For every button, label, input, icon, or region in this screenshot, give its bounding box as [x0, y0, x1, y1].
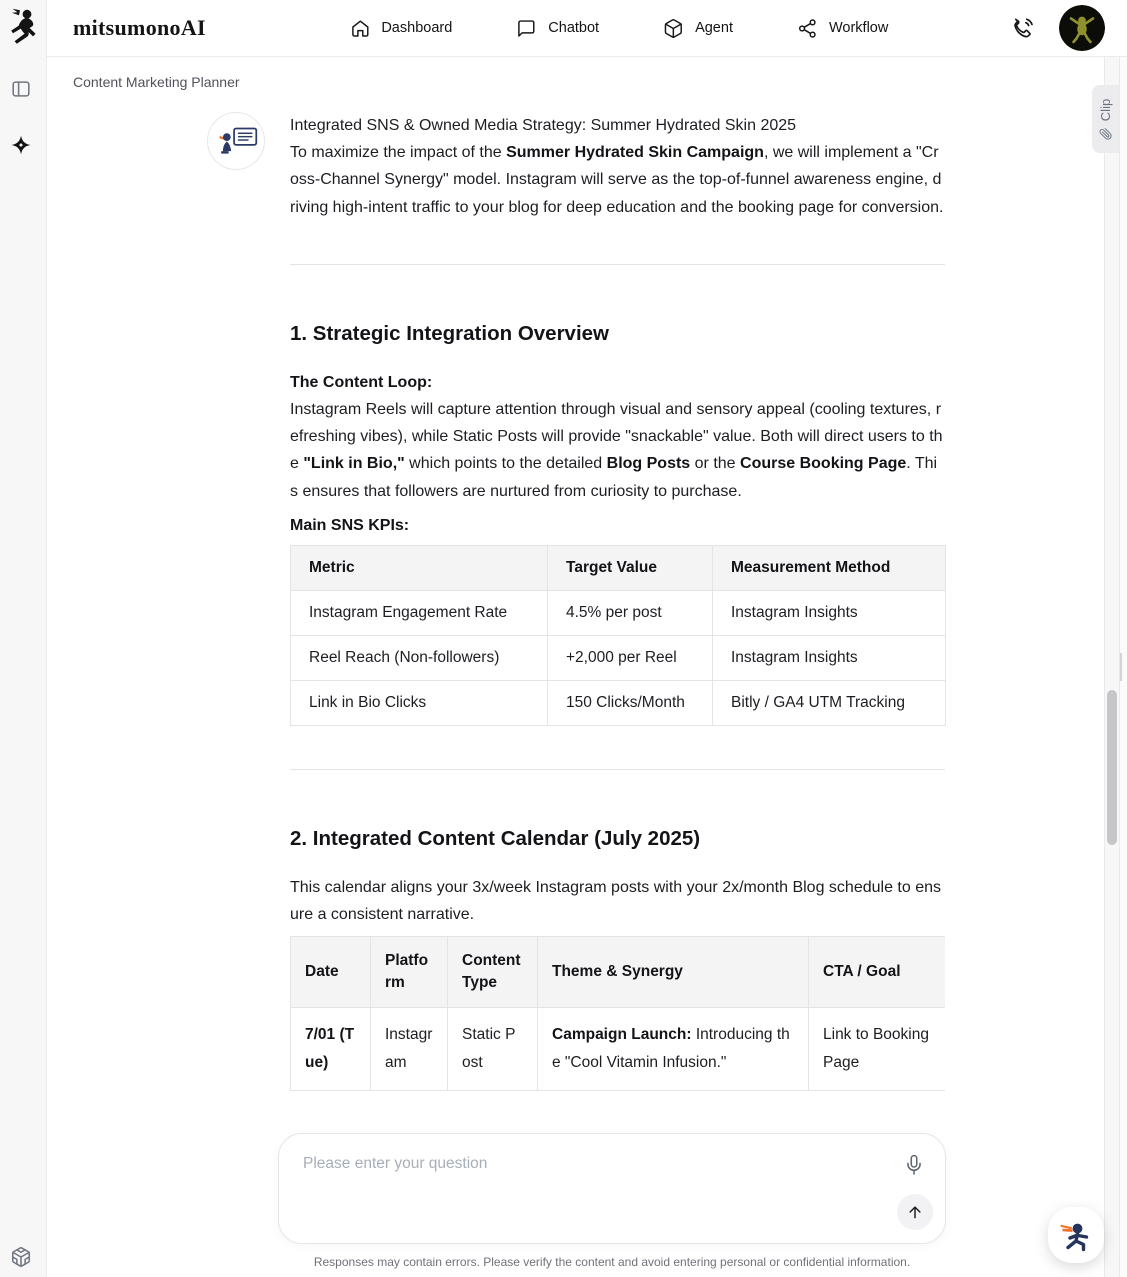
chat-input-container — [278, 1133, 946, 1244]
nav-item-dashboard[interactable]: Dashboard — [349, 18, 452, 39]
calendar-intro: This calendar aligns your 3x/week Instagram posts with your 2x/month Blog schedule to ensure a consistent narrative. — [290, 879, 941, 924]
sidebar-toggle-icon[interactable] — [10, 78, 32, 100]
chat-input[interactable] — [279, 1134, 945, 1243]
scrollbar-track[interactable] — [1104, 56, 1120, 1277]
assistant-message — [290, 112, 945, 1104]
nav-item-chatbot[interactable]: Chatbot — [516, 18, 599, 39]
paperclip-icon — [1099, 127, 1112, 140]
fighting-ninja-icon — [1056, 1215, 1096, 1255]
brand-ninja-logo-icon[interactable] — [7, 7, 38, 47]
section2-heading: 2. Integrated Content Calendar (July 2025) — [290, 827, 701, 851]
chat-bubble-icon — [516, 18, 537, 39]
table-row: Instagram Engagement Rate 4.5% per post Instagram Insights — [291, 591, 946, 636]
microphone-icon[interactable] — [903, 1154, 925, 1176]
section-divider — [290, 264, 945, 265]
avatar-ninja-image — [1059, 5, 1105, 51]
kpi-table-header-row: Metric Target Value Measurement Method — [291, 546, 946, 591]
calendar-table-header-row: Date Platform Content Type Theme & Synergy CTA / Goal — [291, 937, 946, 1008]
main-nav — [349, 0, 888, 56]
kpi-table — [290, 545, 946, 726]
scrollbar-thumb[interactable] — [1107, 690, 1117, 845]
user-avatar[interactable] — [1059, 5, 1105, 51]
sandbox-cube-icon[interactable] — [10, 1246, 32, 1268]
assistant-launcher-button[interactable] — [1048, 1207, 1104, 1263]
message-intro: To maximize the impact of the Summer Hydrated Skin Campaign, we will implement a "Cross-Channel Synergy" model. Instagram will serve as the top-of-funnel awareness engine, driving high-intent traffic to your blog for deep education and the booking page for conversion. — [290, 144, 944, 216]
table-row: Reel Reach (Non-followers) +2,000 per Reel Instagram Insights — [291, 636, 946, 681]
message-title: Integrated SNS & Owned Media Strategy: Summer Hydrated Skin 2025 — [290, 117, 797, 134]
calendar-table-viewport — [290, 936, 945, 1104]
presenter-ninja-icon — [208, 113, 264, 169]
nav-item-agent[interactable]: Agent — [663, 18, 733, 39]
share-nodes-icon — [797, 18, 818, 39]
header-right — [1011, 0, 1105, 56]
clip-tab-inner — [1098, 98, 1113, 139]
top-header — [46, 0, 1127, 57]
table-row: 7/01 (Tue) Instagram Static Post Campaign Launch: Introducing the "Cool Vitamin Infusion." Link to Booking Page — [291, 1008, 946, 1091]
send-button[interactable] — [897, 1194, 933, 1230]
sparkle-icon[interactable] — [10, 134, 32, 156]
panel-resize-handle[interactable] — [1120, 653, 1127, 681]
page-title: Content Marketing Planner — [73, 74, 240, 90]
content-loop-label: The Content Loop: — [290, 373, 433, 391]
clip-tab-label: Clip — [1098, 98, 1113, 121]
home-icon — [349, 18, 370, 39]
clip-tab[interactable] — [1092, 85, 1119, 153]
left-sidebar — [0, 0, 47, 1277]
brand-logo-text[interactable]: mitsumonoAI — [73, 15, 206, 40]
arrow-up-icon — [906, 1203, 924, 1221]
content-loop-paragraph: Instagram Reels will capture attention through visual and sensory appeal (cooling textures, refreshing vibes), while Static Posts will provide "snackable" value. Both will direct users to the "Link in Bio," which points to the detailed Blog Posts or the Course Booking Page. This ensures that followers are nurtured from curiosity to purchase. — [290, 401, 943, 500]
calendar-table — [290, 936, 945, 1091]
nav-item-workflow[interactable]: Workflow — [797, 18, 888, 39]
table-row: Link in Bio Clicks 150 Clicks/Month Bitly / GA4 UTM Tracking — [291, 681, 946, 726]
kpi-label: Main SNS KPIs: — [290, 516, 410, 534]
phone-volume-icon[interactable] — [1011, 16, 1035, 40]
box-icon — [663, 18, 684, 39]
section-divider — [290, 769, 945, 770]
disclaimer-text: Responses may contain errors. Please verify the content and avoid entering personal or confidential information. — [313, 1255, 911, 1269]
section1-heading: 1. Strategic Integration Overview — [290, 321, 609, 345]
assistant-avatar — [207, 112, 265, 170]
